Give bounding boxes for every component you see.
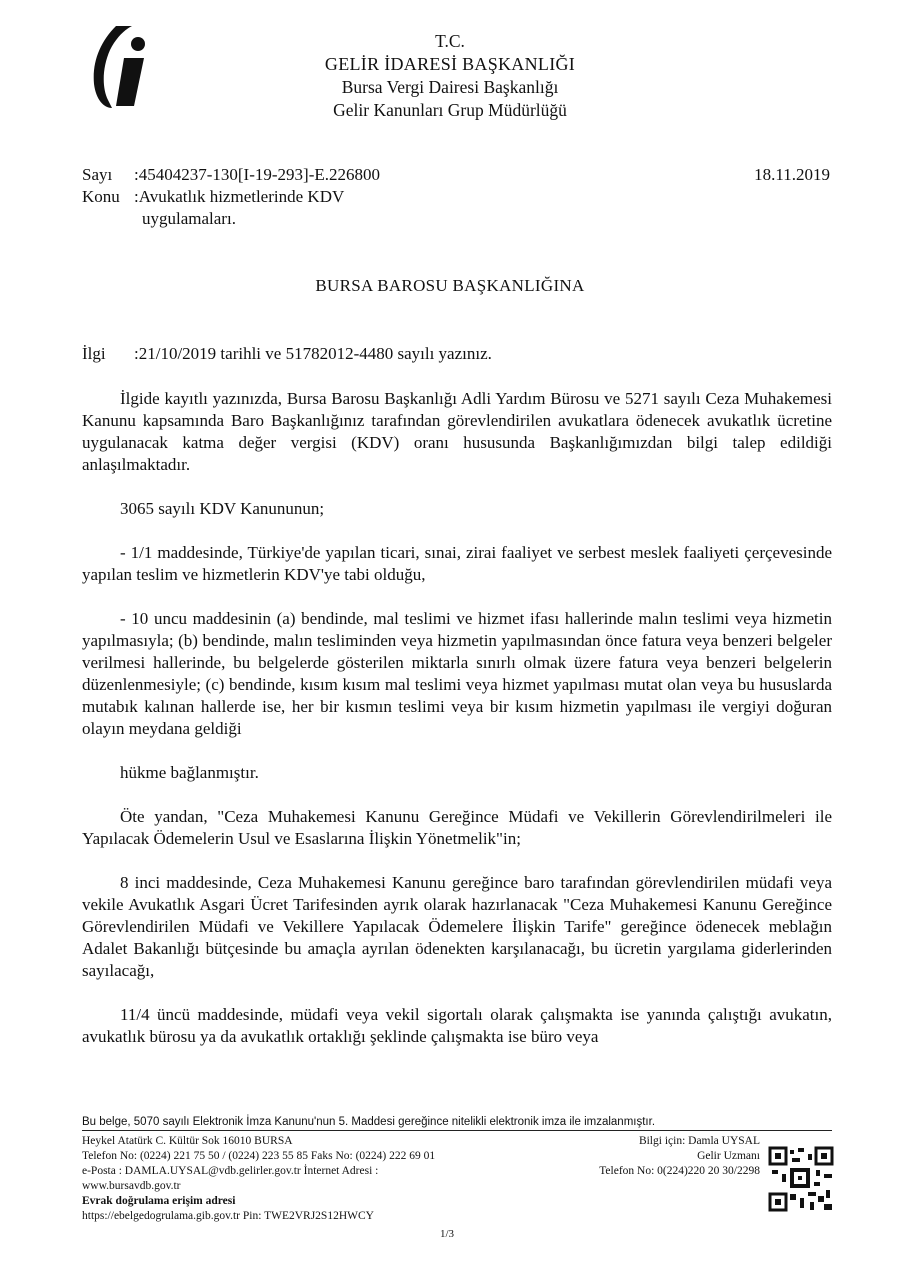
paragraph: hükme bağlanmıştır. bbox=[120, 763, 259, 782]
header-unit: Gelir Kanunları Grup Müdürlüğü bbox=[333, 100, 567, 120]
footer-address: Heykel Atatürk C. Kültür Sok 16010 BURSA bbox=[82, 1135, 293, 1147]
recipient: BURSA BAROSU BAŞKANLIĞINA bbox=[315, 276, 585, 295]
paragraph: 3065 sayılı KDV Kanununun; bbox=[120, 499, 325, 518]
qr-code-icon bbox=[768, 1146, 834, 1212]
ilgi-row bbox=[82, 344, 842, 364]
paragraph: - 10 uncu maddesinin (a) bendinde, mal teslimi ve hizmet ifası hallerinde malın teslimi veya hizmetin yapılmasıyla; (b) bendinde, malın tesliminden veya hizmetin yapılmasından önce fatura veya benzeri belgeler verilmesi hallerinde, bu belgelerde gösterilen miktarla sınırlı olmak üzere fatura veya benzeri belgelerin düzenlenmesiyle; (c) bendinde, kısım kısım mal teslimi veya hizmet yapılması mutat olan veya bu hususlarda mutabık kalınan hallerde ise, her bir kısmın teslimi veya bir kısım hizmetin yapılması ile vergiyi doğuran olayın meydana geldiği bbox=[82, 609, 832, 738]
header-institution: GELİR İDARESİ BAŞKANLIĞI bbox=[324, 54, 576, 74]
gib-logo-icon bbox=[86, 22, 158, 112]
paragraph: - 1/1 maddesinde, Türkiye'de yapılan ticari, sınai, zirai faaliyet ve serbest meslek faaliyeti çerçevesinde yapılan teslim ve hizmetlerin KDV'ye tabi olduğu, bbox=[82, 543, 832, 584]
footer-verify-title: Evrak doğrulama erişim adresi bbox=[82, 1195, 236, 1207]
footer-info-title: Gelir Uzmanı bbox=[697, 1150, 760, 1162]
paragraph: 11/4 üncü maddesinde, müdafi veya vekil sigortalı olarak çalışmakta ise yanında çalıştığı avukatın, avukatlık bürosu ya da avukatlık ortaklığı şeklinde çalışmakta ise büro veya bbox=[82, 1005, 832, 1046]
ilgi-label: İlgi bbox=[82, 344, 106, 363]
footer-web: www.bursavdb.gov.tr bbox=[82, 1180, 181, 1192]
paragraph: 8 inci maddesinde, Ceza Muhakemesi Kanunu gereğince baro tarafından görevlendirilen müdafi veya vekile Avukatlık Asgari Ücret Tarifesinden ayrık olarak hazırlanacak "Ceza Muhakemesi Kanunu Gereğince Görevlendirilen Müdafi ve Vekillere Yapılacak Ödemelere İlişkin Tarife" gereğince ödenecek meblağın Adalet Bakanlığı bütçesinde bu amaçla ayrılan ödenekten karşılanacağı, bu ücretin yargılama giderlerinden sayılacağı, bbox=[82, 873, 832, 980]
letterhead bbox=[300, 30, 600, 122]
document-date: 18.11.2019 bbox=[754, 165, 830, 184]
konu-value: :Avukatlık hizmetlerinde KDV bbox=[134, 187, 345, 206]
letter-body bbox=[82, 388, 832, 1048]
footer-info-name: Bilgi için: Damla UYSAL bbox=[638, 1135, 760, 1147]
footer-email: e-Posta : DAMLA.UYSAL@vdb.gelirler.gov.tr İnternet Adresi : bbox=[82, 1165, 379, 1177]
konu-label: Konu bbox=[82, 187, 120, 206]
paragraph: İlgide kayıtlı yazınızda, Bursa Barosu Başkanlığı Adli Yardım Bürosu ve 5271 sayılı Ceza Muhakemesi Kanunu kapsamında Baro Başkanlığınız tarafından görevlendirilen avukatlara ödenecek avukatlık ücretine uygulanacak katma değer vergisi (KDV) oranı hususunda Başkanlığımızdan bilgi talep edildiği anlaşılmaktadır. bbox=[82, 389, 832, 474]
page-number: 1/3 bbox=[440, 1228, 455, 1240]
document-meta bbox=[82, 164, 842, 230]
footer-phone: Telefon No: (0224) 221 75 50 / (0224) 223 55 85 Faks No: (0224) 222 69 01 bbox=[82, 1150, 436, 1162]
footer-info-phone: Telefon No: 0(224)220 20 30/2298 bbox=[599, 1165, 760, 1177]
paragraph: Öte yandan, "Ceza Muhakemesi Kanunu Gereğince Müdafi ve Vekillerin Görevlendirilmeleri ile Yapılacak Ödemelerin Usul ve Esaslarına İlişkin Yönetmelik"in; bbox=[82, 807, 832, 848]
esign-note: Bu belge, 5070 sayılı Elektronik İmza Kanunu'nun 5. Maddesi gereğince nitelikli elektronik imza ile imzalanmıştır. bbox=[82, 1116, 832, 1131]
sayi-label: Sayı bbox=[82, 165, 113, 184]
header-department: Bursa Vergi Dairesi Başkanlığı bbox=[341, 77, 559, 97]
footer-contact bbox=[82, 1134, 512, 1224]
sayi-value: :45404237-130[I-19-293]-E.226800 bbox=[134, 165, 380, 184]
ilgi-value: :21/10/2019 tarihli ve 51782012-4480 sayılı yazınız. bbox=[134, 344, 492, 363]
header-line-tc: T.C. bbox=[435, 31, 465, 51]
footer-info bbox=[560, 1134, 760, 1179]
footer-verify-url: https://ebelgedogrulama.gib.gov.tr Pin: TWE2VRJ2S12HWCY bbox=[82, 1210, 374, 1222]
konu-value-cont: uygulamaları. bbox=[142, 209, 236, 228]
